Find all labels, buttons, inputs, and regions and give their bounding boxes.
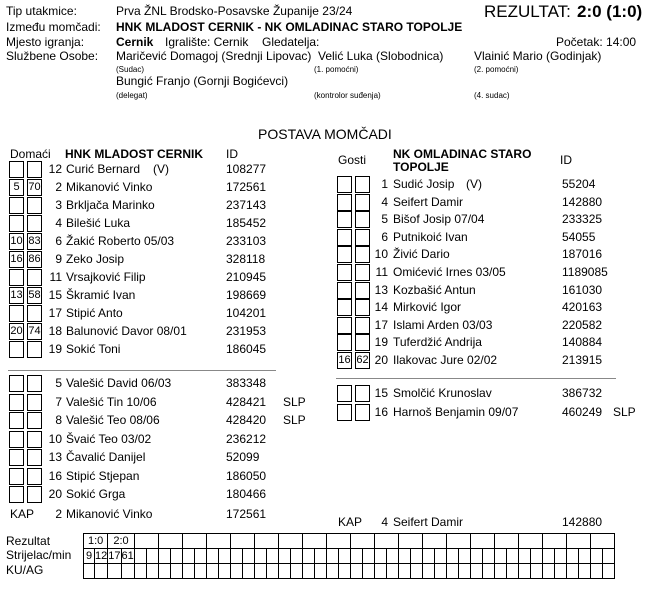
player-id: 213915 [562, 353, 603, 367]
score-cell [108, 564, 121, 579]
score-cell [494, 534, 518, 549]
player-number: 17 [374, 317, 388, 332]
score-cell [302, 534, 326, 549]
player-name: Bišof Josip 07/04 [393, 212, 485, 227]
player-number: 5 [381, 212, 388, 227]
player-id: 185452 [226, 216, 267, 230]
score-cell [338, 549, 350, 564]
score-cell [590, 534, 614, 549]
sudac4-role: (4. sudac) [474, 91, 510, 100]
player-name: Islami Arden 03/03 [393, 317, 493, 332]
score-cell [158, 549, 170, 564]
rezultat-label: REZULTAT: [484, 2, 571, 21]
score-cell [266, 564, 278, 579]
sub-minute-box [337, 334, 352, 351]
away-kap-name: Seifert Damir [393, 515, 464, 529]
score-cell [242, 549, 254, 564]
player-id: 54055 [562, 229, 596, 244]
sub-minute-box: 10 [9, 233, 24, 250]
player-number: 11 [375, 265, 388, 279]
score-cell [458, 549, 470, 564]
score-cell [158, 534, 182, 549]
away-team-line2: TOPOLJE [393, 160, 449, 174]
sub-minute-box [9, 305, 24, 322]
score-cell [482, 549, 494, 564]
player-name: Harnoš Benjamin 09/07 [393, 404, 519, 419]
sub-minute-box [337, 246, 352, 263]
score-cell [518, 564, 530, 579]
sub-minute-box: 83 [27, 233, 42, 250]
score-cell [206, 564, 218, 579]
score-cell [350, 564, 362, 579]
score-cell [482, 564, 494, 579]
sub-minute-box [9, 341, 24, 358]
score-cell [566, 534, 590, 549]
player-number: 20 [374, 353, 388, 367]
home-kap-number: 2 [55, 507, 62, 521]
player-id: 186050 [226, 468, 267, 483]
player-name: Sokić Toni [66, 342, 121, 356]
score-cell [134, 549, 146, 564]
home-kap-label: KAP [10, 507, 35, 521]
score-ku-row [84, 564, 615, 579]
player-id: 104201 [226, 306, 267, 320]
away-kap-id: 142880 [562, 515, 603, 529]
sub-minute-box [9, 412, 24, 429]
player-id: 52099 [226, 450, 260, 464]
score-cell [230, 564, 242, 579]
player-number: 18 [48, 324, 62, 338]
score-cell [134, 534, 158, 549]
score-cell [362, 564, 374, 579]
player-name: Valešić David 06/03 [66, 376, 172, 390]
sub-minute-box [337, 317, 352, 334]
score-cell [470, 564, 482, 579]
player-number: 19 [48, 342, 62, 356]
pomocni1: Velić Luka (Slobodnica) [318, 49, 444, 63]
home-side-label: Domaći [10, 147, 51, 161]
score-cell [326, 534, 350, 549]
pomocni2: Vlainić Mario (Godinjak) [474, 49, 602, 63]
score-cell [386, 549, 398, 564]
sub-minute-box: 13 [9, 287, 24, 304]
igraliste: Igralište: Cernik [165, 35, 249, 49]
score-strijelac-row [84, 549, 615, 564]
player-name: Omićević Irnes 03/05 [393, 265, 506, 279]
score-cell [506, 549, 518, 564]
score-cell [146, 564, 158, 579]
score-cell [374, 564, 386, 579]
player-id: 198669 [226, 288, 267, 302]
score-cell [302, 564, 314, 579]
sub-minute-box [9, 394, 24, 411]
sub-minute-box: 58 [27, 287, 42, 304]
player-number: 13 [374, 282, 388, 297]
score-cell [410, 549, 422, 564]
score-cell [242, 564, 254, 579]
score-cell [398, 534, 422, 549]
sub-minute-box [9, 486, 24, 503]
player-number: 10 [48, 431, 62, 446]
postava-title: POSTAVA MOMČADI [258, 126, 392, 142]
izmedu-label: Između momčadi: [6, 20, 101, 34]
score-cell [602, 564, 614, 579]
score-cell: 17 [108, 550, 121, 562]
player-id: 233325 [562, 212, 603, 227]
sub-minute-box: 16 [9, 251, 24, 268]
player-number: 7 [55, 394, 62, 409]
score-cell [386, 564, 398, 579]
score-cell [446, 564, 458, 579]
home-id-label: ID [226, 147, 238, 161]
score-cell [374, 549, 386, 564]
score-cell [578, 564, 590, 579]
score-cell [278, 534, 302, 549]
sub-minute-box [337, 264, 352, 281]
score-cell [254, 534, 278, 549]
score-cell [362, 549, 374, 564]
score-cell [434, 549, 446, 564]
score-cell [542, 534, 566, 549]
player-name: Sokić Grga [66, 487, 126, 501]
player-id: 108277 [226, 162, 267, 176]
player-id: 140884 [562, 335, 603, 350]
player-number: 15 [48, 288, 62, 302]
player-id: 328118 [226, 252, 266, 266]
sub-minute-box [9, 431, 24, 448]
player-id: 383348 [226, 376, 267, 390]
sub-minute-box [337, 282, 352, 299]
score-cell [494, 549, 506, 564]
score-cell [290, 549, 302, 564]
score-cell [590, 564, 602, 579]
match-title: HNK MLADOST CERNIK - NK OMLADINAC STARO TOPOLJE [116, 20, 463, 34]
score-cell [518, 534, 542, 549]
score-cell: 2:0 [108, 534, 135, 549]
player-mark: (V) [153, 162, 169, 176]
player-name: Tuferdžić Andrija [393, 335, 482, 350]
score-cell [566, 564, 578, 579]
score-cell [566, 549, 578, 564]
player-id: 180466 [226, 487, 267, 501]
player-id: 220582 [562, 317, 603, 332]
player-id: 55204 [562, 177, 596, 191]
home-kap-name: Mikanović Vinko [66, 507, 153, 521]
away-side-label: Gosti [338, 153, 367, 167]
score-cell [350, 549, 362, 564]
away-subs-divider [336, 378, 616, 379]
pomocni1-role: (1. pomoćni) [314, 65, 359, 74]
sub-minute-box [337, 404, 352, 421]
player-number: 15 [374, 386, 388, 400]
score-cell [470, 549, 482, 564]
sub-minute-box: 16 [337, 352, 352, 369]
kontrolor-role: (kontrolor suđenja) [314, 91, 381, 100]
sub-minute-box [337, 229, 352, 246]
score-cell [326, 549, 338, 564]
sub-minute-box [337, 211, 352, 228]
score-cell [230, 534, 254, 549]
sudac-role: (Sudac) [116, 65, 145, 74]
score-cell [470, 534, 494, 549]
score-cell [206, 534, 230, 549]
player-number: 16 [374, 404, 388, 419]
score-cell [302, 549, 314, 564]
delegat: Bungić Franjo (Gornji Bogićevci) [116, 74, 289, 88]
player-number: 4 [55, 216, 62, 230]
tip-label: Tip utakmice: [6, 4, 77, 18]
player-name: Zeko Josip [66, 252, 125, 266]
away-kap-label: KAP [338, 515, 363, 529]
sub-minute-box: 20 [9, 323, 24, 340]
player-number: 6 [55, 234, 62, 248]
player-number: 5 [55, 376, 62, 390]
player-number: 20 [48, 487, 62, 501]
score-cell [194, 564, 206, 579]
score-cell [410, 564, 422, 579]
away-team-line1: NK OMLADINAC STARO [393, 147, 532, 161]
player-id: 210945 [226, 270, 267, 284]
sub-minute-box [9, 449, 24, 466]
score-cell [254, 564, 266, 579]
home-subs-divider [8, 370, 276, 371]
delegat-role: (delegat) [116, 91, 148, 100]
player-id: 142880 [562, 194, 603, 209]
sub-minute-box [9, 215, 24, 232]
score-cell [218, 564, 230, 579]
away-kap-number: 4 [381, 515, 388, 529]
score-cell [338, 564, 350, 579]
player-name: Smolčić Krunoslav [393, 386, 492, 400]
player-number: 6 [381, 229, 388, 244]
player-id: 428421 [226, 394, 267, 409]
player-name: Putnikoić Ivan [393, 229, 468, 244]
player-name: Švaić Teo 03/02 [66, 431, 152, 446]
score-cell [278, 564, 290, 579]
player-number: 10 [374, 247, 388, 262]
score-cell [590, 549, 602, 564]
score-cell [398, 549, 410, 564]
tip-value: Prva ŽNL Brodsko-Posavske Županije 23/24 [116, 4, 353, 18]
score-cell [434, 564, 446, 579]
score-cell: 12 [95, 550, 108, 562]
player-id: 237143 [226, 198, 267, 212]
player-number: 1 [381, 177, 388, 191]
score-table [83, 533, 615, 579]
score-cell [518, 549, 530, 564]
sub-minute-box [9, 375, 24, 392]
score-cell [446, 534, 470, 549]
player-extra: SLP [613, 404, 636, 419]
player-extra: SLP [283, 394, 306, 409]
sudac: Maričević Domagoj (Srednji Lipovac) [116, 49, 312, 63]
player-number: 8 [55, 413, 62, 427]
score-cell: 1:0 [84, 534, 108, 549]
score-cell [182, 534, 206, 549]
player-name: Valešić Tin 10/06 [66, 394, 157, 409]
score-cell [254, 549, 266, 564]
score-cell [458, 564, 470, 579]
player-number: 11 [49, 270, 62, 284]
sub-minute-box: 5 [9, 179, 24, 196]
score-cell [266, 549, 278, 564]
player-name: Mikanović Vinko [66, 180, 153, 194]
player-name: Curić Bernard [66, 162, 141, 176]
gledatelja: Gledatelja: [262, 35, 320, 49]
player-number: 2 [55, 180, 62, 194]
player-id: 186045 [226, 342, 267, 356]
player-name: Ilakovac Jure 02/02 [393, 353, 498, 367]
score-ku-label: KU/AG [6, 563, 44, 577]
sub-minute-box [9, 197, 24, 214]
score-cell [218, 549, 230, 564]
player-name: Živić Dario [393, 247, 450, 262]
player-name: Brkljača Marinko [66, 198, 155, 212]
mjesto-label: Mjesto igranja: [6, 35, 85, 49]
score-cell [84, 564, 95, 579]
score-cell [422, 534, 446, 549]
score-cell [146, 549, 158, 564]
score-rezultat-row [84, 534, 615, 549]
player-name: Bilešić Luka [66, 216, 131, 230]
player-id: 420163 [562, 300, 603, 315]
player-name: Škramić Ivan [66, 288, 136, 302]
player-mark: (V) [466, 177, 482, 191]
score-cell [542, 564, 554, 579]
score-rezultat-label: Rezultat [6, 534, 51, 548]
sub-minute-box [9, 269, 24, 286]
score-cell [554, 564, 566, 579]
player-number: 19 [374, 335, 388, 350]
score-cell [95, 564, 108, 579]
player-name: Čavalić Danijel [66, 450, 146, 464]
score-cell [602, 549, 614, 564]
score-cell [326, 564, 338, 579]
score-cell [121, 564, 134, 579]
score-cell [446, 549, 458, 564]
score-cell [422, 564, 434, 579]
score-cell [194, 549, 206, 564]
player-extra: SLP [283, 413, 306, 427]
score-cell [230, 549, 242, 564]
score-cell [398, 564, 410, 579]
player-name: Kozbašić Antun [393, 282, 476, 297]
sub-minute-box: 86 [27, 251, 42, 268]
player-id: 428420 [226, 413, 267, 427]
player-number: 4 [381, 194, 388, 209]
home-kap-id: 172561 [226, 507, 267, 521]
score-cell [134, 564, 146, 579]
score-cell [182, 564, 194, 579]
score-cell [506, 564, 518, 579]
player-number: 17 [48, 306, 62, 320]
player-id: 460249 [562, 404, 603, 419]
score-cell [314, 564, 326, 579]
score-cell [554, 549, 566, 564]
player-name: Stipić Stjepan [66, 468, 140, 483]
score-strijelac-label: Strijelac/min [6, 548, 72, 562]
sub-minute-box: 74 [27, 323, 42, 340]
score-cell [170, 549, 182, 564]
mjesto-value: Cernik [116, 35, 154, 49]
sub-minute-box [9, 161, 24, 178]
pomocni2-role: (2. pomoćni) [474, 65, 519, 74]
player-number: 3 [55, 198, 62, 212]
sub-minute-box [337, 176, 352, 193]
player-id: 236212 [226, 431, 267, 446]
away-id-label: ID [560, 153, 572, 167]
score-cell [578, 549, 590, 564]
score-cell [158, 564, 170, 579]
player-name: Stipić Anto [66, 306, 123, 320]
player-number: 9 [55, 252, 62, 266]
sub-minute-box: 62 [355, 352, 370, 369]
player-number: 12 [48, 162, 62, 176]
player-id: 172561 [226, 180, 267, 194]
player-name: Balunović Davor 08/01 [66, 324, 187, 338]
sub-minute-box [337, 385, 352, 402]
score-cell [182, 549, 194, 564]
player-id: 386732 [562, 386, 603, 400]
score-cell [374, 534, 398, 549]
pocetak: Početak: 14:00 [556, 35, 637, 49]
score-cell [278, 549, 290, 564]
player-number: 13 [48, 450, 62, 464]
player-name: Žakić Roberto 05/03 [66, 234, 175, 248]
player-name: Mirković Igor [393, 300, 462, 315]
sub-minute-box [337, 299, 352, 316]
sub-minute-box: 70 [27, 179, 42, 196]
sub-minute-box [337, 194, 352, 211]
score-cell [314, 549, 326, 564]
score-cell: 61 [121, 550, 134, 562]
player-name: Seifert Damir [393, 194, 464, 209]
home-team: HNK MLADOST CERNIK [65, 147, 203, 161]
score-cell [350, 534, 374, 549]
score-cell: 9 [84, 549, 95, 564]
score-cell [494, 564, 506, 579]
rezultat-value: 2:0 (1:0) [577, 2, 643, 21]
player-name: Valešić Teo 08/06 [66, 413, 160, 427]
score-cell [530, 564, 542, 579]
player-name: Vrsajković Filip [66, 270, 146, 284]
player-name: Sudić Josip [393, 177, 455, 191]
player-id: 161030 [562, 282, 603, 297]
player-number: 16 [48, 468, 62, 483]
score-cell [530, 549, 542, 564]
sluzbene-label: Službene Osobe: [6, 49, 99, 63]
score-cell [170, 564, 182, 579]
player-id: 233103 [226, 234, 267, 248]
score-cell [206, 549, 218, 564]
player-id: 187016 [562, 247, 603, 262]
score-cell [422, 549, 434, 564]
score-cell [542, 549, 554, 564]
player-id: 231953 [226, 324, 267, 338]
sub-minute-box [9, 468, 24, 485]
player-id: 1189085 [562, 265, 608, 279]
score-cell [290, 564, 302, 579]
player-number: 14 [374, 300, 388, 315]
